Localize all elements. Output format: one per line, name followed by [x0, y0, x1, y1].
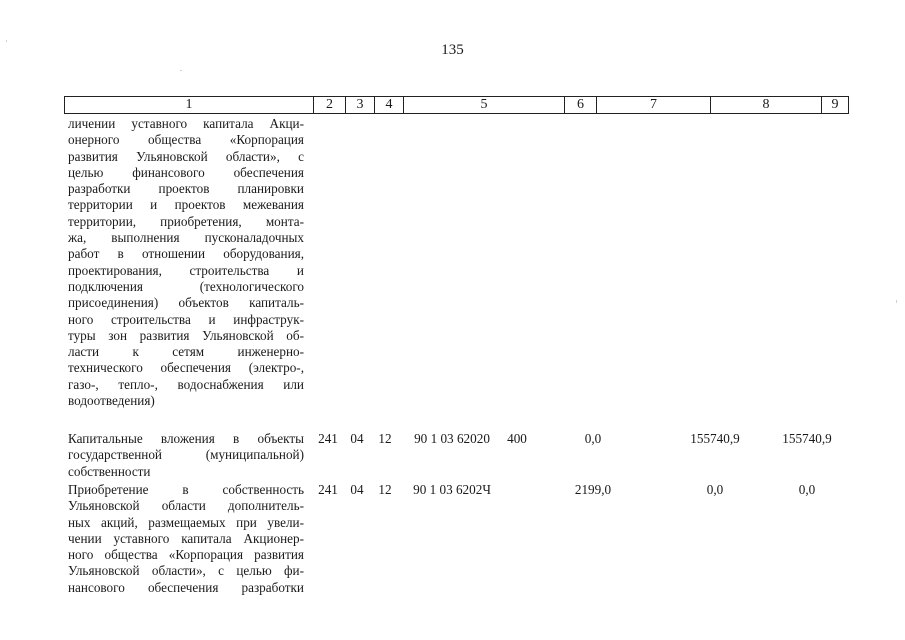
description-line: ных акций, размещаемых при увели- — [68, 514, 304, 530]
description-line: технического обеспечения (электро-, — [68, 360, 304, 376]
description-line: ласти к сетям инженерно- — [68, 344, 304, 360]
description-line: газо-, тепло-, водоснабжения или — [68, 376, 304, 392]
description-line: ного строительства и инфраструк- — [68, 311, 304, 327]
description-line: территории, приобретения, монта- — [68, 213, 304, 229]
description-line: Капитальные вложения в объекты — [68, 431, 304, 446]
description-line: водоотведения) — [68, 393, 155, 409]
page-number: 135 — [441, 42, 464, 58]
header-col-2: 2 — [313, 97, 345, 113]
header-col-3: 3 — [345, 97, 374, 113]
scan-speck — [180, 70, 182, 71]
header-col-5: 5 — [403, 97, 564, 113]
cell-col-9: 155740,9 — [782, 431, 832, 446]
cell-col-5: 90 1 03 6202Ч — [413, 482, 491, 497]
cell-col-3: 04 — [350, 482, 364, 497]
description-line: разработки проектов планировки — [68, 181, 304, 197]
cell-col-8: 155740,9 — [690, 431, 740, 446]
description-line: чении уставного капитала Акционер- — [68, 530, 304, 546]
table-header-row — [64, 96, 849, 114]
description-line: проектирования, строительства и — [68, 262, 304, 278]
description-line: собственности — [68, 463, 151, 479]
scan-speck — [896, 300, 897, 303]
header-col-1: 1 — [185, 97, 193, 112]
description-line: развития Ульяновской области», с — [68, 148, 304, 164]
description-line: целью финансового обеспечения — [68, 164, 304, 180]
row-description — [68, 431, 304, 480]
cell-col-4: 12 — [378, 482, 392, 497]
description-line: ного общества «Корпорация развития — [68, 547, 304, 563]
description-line: подключения (технологического — [68, 278, 304, 294]
description-line: государственной (муниципальной) — [68, 447, 304, 463]
cell-col-7: 2199,0 — [574, 482, 612, 497]
header-col-9: 9 — [821, 97, 848, 113]
cell-col-9: 0,0 — [798, 482, 816, 497]
row-description — [68, 482, 304, 596]
description-line: онерного общества «Корпорация — [68, 132, 304, 148]
description-line: жа, выполнения пусконаладочных — [68, 230, 304, 246]
cell-col-8: 0,0 — [706, 482, 724, 497]
cell-col-7: 0,0 — [584, 431, 602, 446]
cell-col-6: 400 — [507, 431, 527, 446]
cell-col-5: 90 1 03 62020 — [414, 431, 490, 446]
cell-col-4: 12 — [378, 431, 392, 446]
header-col-8: 8 — [710, 97, 821, 113]
description-line: Ульяновской области», с целью фи- — [68, 563, 304, 579]
cell-col-2: 241 — [318, 431, 338, 446]
cell-col-2: 241 — [318, 482, 338, 497]
scan-speck — [6, 40, 7, 42]
description-line: нансового обеспечения разработки — [68, 579, 304, 595]
header-col-7: 7 — [596, 97, 710, 113]
description-line: Ульяновской области дополнитель- — [68, 498, 304, 514]
continuation-description — [68, 116, 304, 409]
header-col-6: 6 — [564, 97, 596, 113]
description-line: Приобретение в собственность — [68, 482, 304, 497]
cell-col-3: 04 — [350, 431, 364, 446]
description-line: работ в отношении оборудования, — [68, 246, 304, 262]
description-line: туры зон развития Ульяновской об- — [68, 327, 304, 343]
description-line: присоединения) объектов капиталь- — [68, 295, 304, 311]
description-line: территории и проектов межевания — [68, 197, 304, 213]
header-col-4: 4 — [374, 97, 403, 113]
description-line: личении уставного капитала Акци- — [68, 116, 304, 131]
